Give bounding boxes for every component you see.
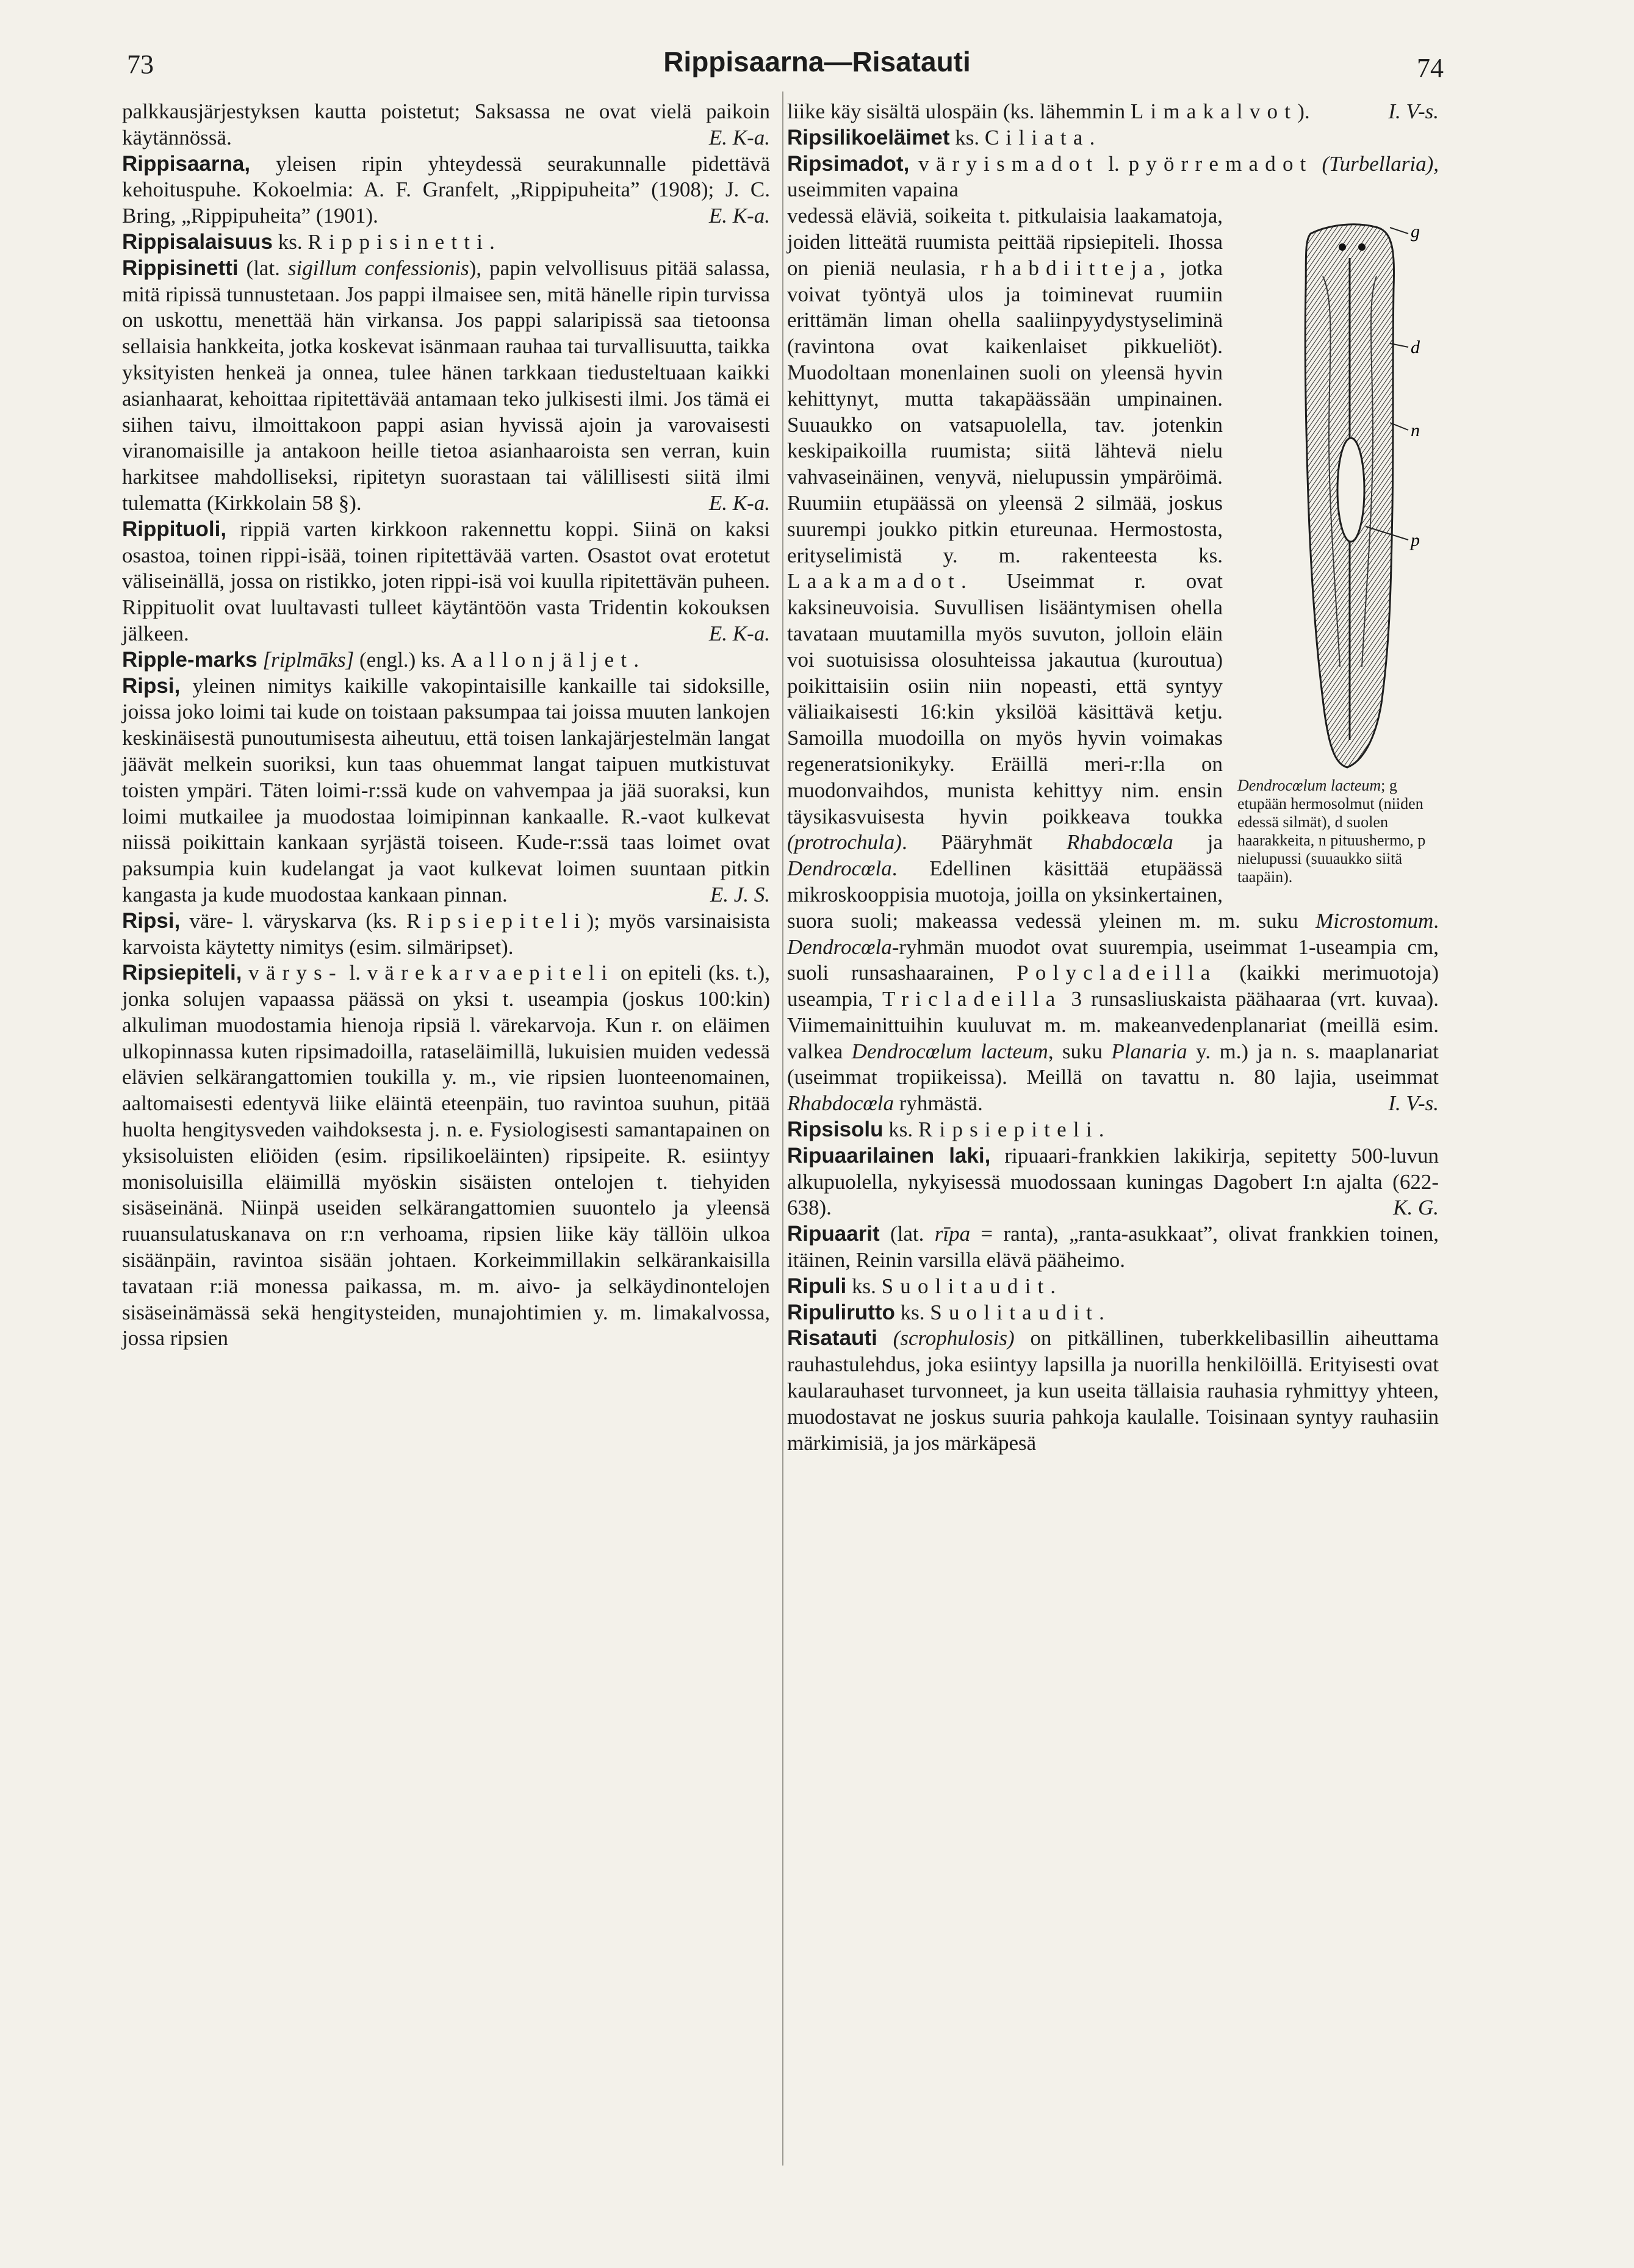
entry-risatauti: Risatauti (scrophulosis) on pitkällinen, tuberkkelibasillin aiheuttama rauhastulehdus, joka esiintyy lapsilla ja nuorilla henkilöillä. Erityisesti ovat kaularauhaset turvonneet, ja kun useita tällaisia rauhasia ryhmittyy yhteen, muodostavat ne joskus suuria pahkoja kaulalle. Toisinaan syntyy rauhasiin märkimisiä, ja jos märkäpesä — [787, 1326, 1439, 1455]
running-title: Rippisaarna—Risatauti — [663, 46, 971, 77]
page-number-right: 74 — [1417, 53, 1444, 83]
entry-ripuaarit: Ripuaarit (lat. rīpa = ranta), „ranta-asukkaat”, olivat frankkien toinen, itäinen, Reinin varsilla elävä pääheimo. — [787, 1222, 1439, 1272]
entry-ripuli: Ripuli ks. Suolitaudit. — [787, 1274, 1056, 1298]
figure-dendrocoelum — [1237, 203, 1439, 886]
entry-ripple-marks: Ripple-marks [riplmāks] (engl.) ks. Aallonjäljet. — [122, 647, 639, 672]
entry-rippisinetti: Rippisinetti (lat. sigillum confessionis), papin velvollisuus pitää salassa, mitä ripissä tunnustetaan. Jos pappi ilmaisee sen, mitä hänelle ripin turvissa on uskottu, menettää hän virkansa. Jos pappi salaripissä saa tietoonsa sellaisia hankkeita, jotka koskevat isänmaan rauhaa tai turvallisuutta, taikka yksityisten henkeä ja onnea, tulee hänen tarkkaan tiedusteltuaan kaikki asianhaarat, kehoittaa ripitettävää antamaan teko julkisesti ilmi. Jos tämä ei siihen taivu, ilmoittakoon pappi asian hyvissä ajoin ja varovaisesti viranomaisille ja antakoon heille tietoa asianhaaroista sen verran, kuin harkitsee mahdolliseksi, ripitetyn suorastaan tai välillisesti siitä ilmi tulematta (Kirkkolain 58 §). E. K-a. — [122, 256, 770, 515]
column-divider — [782, 92, 783, 2166]
entry-rippisalaisuus: Rippisalaisuus ks. Rippisinetti. — [122, 229, 495, 254]
entry-ripsiepiteli: Ripsiepiteli, värys- l. värekarvaepiteli on epiteli (ks. t.), jonka solujen vapaassa päässä on yksi t. useampia (joskus 100:kin) alkuliman muodostamia hienoja ripsiä l. värekarvoja. Kun r. on eläimen ulkopinnassa kuten ripsimadoilla, rataseläimillä, lukuisien muiden vedessä elävien selkärangattomien toukilla y. m., vie ripsien luonteenomainen, aaltomaisesti edentyvä liike eläintä eteenpäin, tuo ravintoa suuhun, pitää huolta hengitysveden vaihdoksesta j. n. e. Fysiologisesti samantapainen on yksisoluisten eliöiden (esim. ripsilikoeläinten) ripsipeite. R. esiintyy monisoluisilla eläimillä myöskin sisäisten ontelojen t. tiehyiden sisäseinänä. Niinpä useiden selkärangattomien suuontelo ja yleensä ruuansulatuskanava on r:n verhoama, ripsien liike käy tällöin ulkoa sisäänpäin, ravintoa sisään johtaen. Korkeimmillakin selkärankaisilla tavataan r:iä monessa paikassa, m. m. aivo- ja selkäydinontelojen sisäseinämässä sekä hengitysteiden, munajohtimien y. m. limakalvossa, jossa ripsien — [122, 961, 771, 1351]
entry-rippisaarna: Rippisaarna, yleisen ripin yhteydessä seurakunnalle pidettävä kehoituspuhe. Kokoelmia: A. F. Granfelt, „Rippipuheita” (1908); J. C. Bring, „Rippipuheita” (1901). E. K-a. — [122, 151, 770, 228]
entry-ripsisolu: Ripsisolu ks. Ripsiepiteli. — [787, 1118, 1104, 1142]
figure-label-p: p — [1411, 530, 1420, 551]
entry-ripuaarilainen-laki: Ripuaarilainen laki, ripuaari-frankkien lakikirja, sepitetty 500-luvun alkupuolella, nykyisessä muodossaan kuningas Dagobert I:n ajalta (622-638). K. G. — [787, 1143, 1439, 1220]
figure-caption: Dendrocœlum lacteum; g etupään hermosolmut (niiden edessä silmät), d suolen haarakkeita, n pituushermo, p nielupussi (suuaukko siitä taapäin). — [1237, 777, 1426, 886]
figure-label-d: d — [1411, 337, 1420, 358]
entry-ripsimadot: Ripsimadot, väryismadot l. pyörremadot (Turbellaria), useimmiten vapaina — [787, 151, 1439, 202]
entry-ripsi-1: Ripsi, yleinen nimitys kaikille vakopintaisille kankaille tai sidoksille, joissa joko loimi tai kude on toistaan paksumpaa tai joissa muuten lankojen keskinäisestä punoutumisesta aiheutuu, että toisen lankajärjestelmän langat jäävät melkein suoriksi, kun taas ohuemmat langat taipuen mutkistuvat toisten ympäri. Täten loimi-r:ssä kude on vahvempaa ja jää suoraksi, kun loimi mutkailee ja muodostaa loimipinnan kankaalle. R.-vaot kulkevat niissä poikittain kankaan syrjästä toiseen. Kude-r:ssä taas loimet ovat paksumpia kuin kudelangat ja vaot kulkevat loimen suuntaan pitkin kangasta ja kude muodostaa kankaan pinnan. E. J. S. — [122, 673, 770, 906]
entry-ripsi-2: Ripsi, väre- l. väryskarva (ks. Ripsiepiteli); myös varsinaisista karvoista käytetty nimitys (esim. silmäripset). — [122, 908, 770, 959]
right-column — [787, 99, 1439, 1456]
entry-ripsimadot-body: g d n p Dendrocœlum lacteum; g etupään hermosolmut (niiden edessä silmät), d suolen haarakkeita, n pituushermo, p nielupussi (suuaukko siitä taapäin). vedessä eläviä, soikeita t. pitkulaisia laakamatoja, joiden litteätä ruumista peittää ripsiepiteli. Ihossa on pieniä neulasia, rhabdiitteja, jotka voivat työntyä ulos ja toiminevat ruumiin erittämän liman ohella saaliinpyydystyseliminä (ravintona ovat kaikenlaiset pikkueliöt). Muodoltaan monenlainen suoli on yleensä hyvin kehittynyt, mutta takapäässään umpinainen. Suuaukko on vatsapuolella, tav. jotenkin keskipaikoilla ruumista; siitä lähtevä nielu vahvaseinäinen, venyvä, nielupussin ympäröimä. Ruumiin etupäässä on yleensä 2 silmää, joskus suurempi joukko pitkin etureunaa. Hermostosta, erityselimistä y. m. rakenteesta ks. Laakamadot. Useimmat r. ovat kaksineuvoisia. Suvullisen lisääntymisen ohella tavataan muutamilla myös suvuton, jolloin eläin voi suotuisissa olosuhteissa jakautua (kuroutua) poikittaisiin osiin niin nopeasti, että syntyy väliaikaisesti 16:kin yksilöä käsittävä ketju. Samoilla muodoilla on myös hyvin voimakas regeneratsionikyky. Eräillä meri-r:lla on muodonvaihdos, munista kehittyy nim. ensin täysikasvuisesta hyvin poikkeava toukka (protrochula). Pääryhmät Rhabdocœla ja Dendrocœla. Edellinen käsittää etupäässä mikroskooppisia muotoja, joilla on yksinkertainen, suora suoli; makeassa vedessä yleinen m. m. suku Microstomum. Dendrocœla-ryhmän muodot ovat suurempia, useimmat 1-useampia cm, suoli runsashaarainen, Polycladeilla (kaikki merimuotoja) useampia, Tricladeilla 3 runsasliuskaista päähaaraa (vrt. kuvaa). Viimemainittuihin kuuluvat m. m. makeanvedenplanariat (meillä esim. valkea Dendrocœlum lacteum, suku Planaria y. m.) ja n. s. maaplanariat (useimmat tropiikeissa). Meillä on tavattu n. 80 lajia, useimmat Rhabdocœla ryhmästä. I. V-s. — [787, 204, 1439, 1116]
page-number-left: 73 — [127, 49, 154, 79]
planarian-illustration — [1237, 203, 1439, 772]
figure-label-g: g — [1411, 221, 1420, 242]
entry-rippituoli: Rippituoli, rippiä varten kirkkoon rakennettu koppi. Siinä on kaksi osastoa, toinen rippi-isää, toinen ripitettävää varten. Osastot ovat erotetut väliseinällä, jossa on ristikko, joten rippi-isä voi kuulla ripitettävän puheen. Rippituolit ovat luultavasti tulleet käytäntöön vasta Tridentin kokouksen jälkeen. E. K-a. — [122, 517, 770, 645]
figure-label-n: n — [1411, 420, 1420, 441]
entry-ripulirutto: Ripulirutto ks. Suolitaudit. — [787, 1300, 1104, 1324]
entry-continuation: palkkausjärjestyksen kautta poistetut; Saksassa ne ovat vielä paikoin käytännössä. E. K-a. — [122, 99, 770, 149]
entry-continuation-right: liike käy sisältä ulospäin (ks. lähemmin Limakalvot). I. V-s. — [787, 99, 1439, 123]
page-header — [0, 43, 1634, 83]
entry-ripsilikoelaimet: Ripsilikoeläimet ks. Ciliata. — [787, 125, 1095, 149]
left-column — [122, 99, 770, 1352]
